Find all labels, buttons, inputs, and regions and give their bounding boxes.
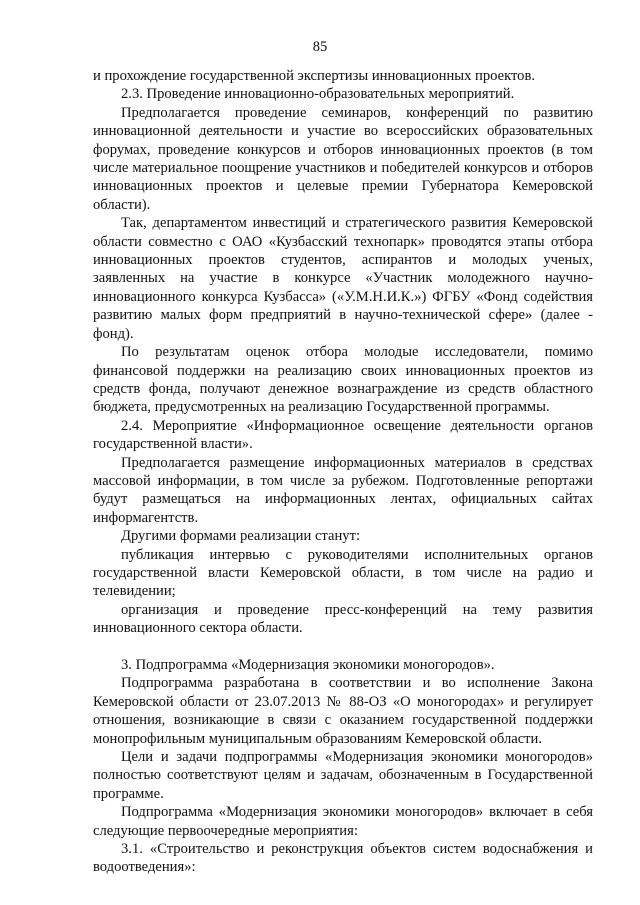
paragraph-expertise-continuation: и прохождение государственной экспертизы инновационных проектов. bbox=[93, 68, 535, 84]
list-item-interviews: публикация интервью с руководителями исполнительных органов государственной власти Кемеровской области, в том числе на радио и телевидении; bbox=[93, 546, 593, 600]
list-item-press-conferences: организация и проведение пресс-конференций на тему развития инновационного сектора области. bbox=[93, 601, 593, 637]
paragraph-media: Предполагается размещение информационных материалов в средствах массовой информации, в том числе за рубежом. Подготовленные репортажи будут размещаться на информационных лентах, официальных сайтах информагентств. bbox=[93, 454, 593, 526]
paragraph-seminars: Предполагается проведение семинаров, конференций по развитию инновационной деятельности и участие во всероссийских образовательных форумах, проведение конкурсов и отборов инновационных проектов (в том числе материальное поощрение участников и победителей конкурсов и отборов инновационных проектов и целевые премии Губернатора Кемеровской области). bbox=[93, 104, 593, 213]
paragraph-umnik: Так, департаментом инвестиций и стратегического развития Кемеровской области совместно с ОАО «Кузбасский технопарк» проводятся этапы отбора инновационных проектов студентов, аспирантов и молодых ученых, заявленных на участие в конкурсе «Участник молодежного научно-инновационного конкурса Кузбасса» («У.М.Н.И.К.») ФГБУ «Фонд содействия развитию малых форм предприятий в научно-технической сфере» (далее - фонд). bbox=[93, 215, 593, 342]
paragraph-results: По результатам оценок отбора молодые исследователи, помимо финансовой поддержки на реализацию своих инновационных проектов из средств фонда, получают денежное вознаграждение из средств областного бюджета, предусмотренных на реализацию Государственной программы. bbox=[93, 344, 593, 416]
heading-3-1: 3.1. «Строительство и реконструкция объектов систем водоснабжения и водоотведения»: bbox=[93, 841, 593, 876]
document-body bbox=[93, 67, 593, 877]
heading-2-4: 2.4. Мероприятие «Информационное освещение деятельности органов государственной власти». bbox=[93, 417, 593, 453]
paragraph-other-forms: Другими формами реализации станут: bbox=[121, 528, 361, 545]
page-number: 85 bbox=[312, 39, 328, 55]
paragraph-goals: Цели и задачи подпрограммы «Модернизация экономики моногородов» полностью соответствуют целям и задачам, обозначенным в Государственной программе. bbox=[93, 749, 593, 802]
paragraph-measures: Подпрограмма «Модернизация экономики моногородов» включает в себя следующие первоочередные мероприятия: bbox=[93, 804, 593, 839]
heading-2-3: 2.3. Проведение инновационно-образовательных мероприятий. bbox=[121, 86, 515, 103]
paragraph-subprogram-law: Подпрограмма разработана в соответствии и во исполнение Закона Кемеровской области от 23.07.2013 № 88-ОЗ «О моногородах» и регулирует отношения, возникающие в связи с оказанием государственной поддержки монопрофильным муниципальным образованиям Кемеровской области. bbox=[93, 675, 593, 747]
heading-subprogram-3: 3. Подпрограмма «Модернизация экономики моногородов». bbox=[121, 656, 495, 673]
